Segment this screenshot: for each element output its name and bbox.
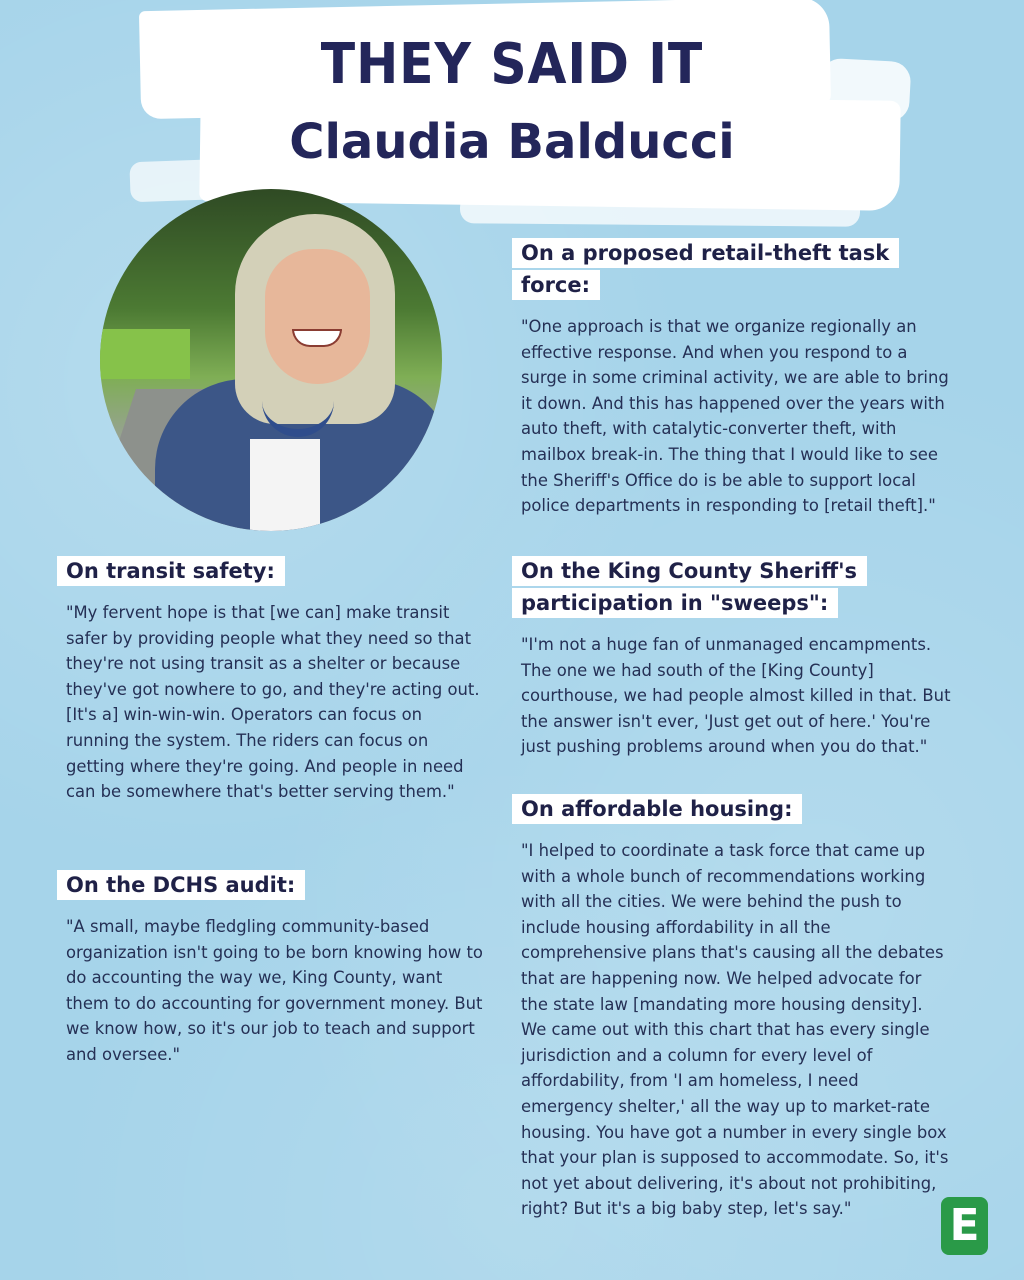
section-retail-theft: [512, 238, 952, 519]
photo-face: [265, 249, 370, 384]
section-quote: "I helped to coordinate a task force that came up with a whole bunch of recommendations working with all the cities. We were behind the push to include housing affordability in all the comprehensive plans that's causing all the debates that are happening now. We helped advocate for the state law [mandating more housing density]. We came out with this chart that has every single jurisdiction and a column for every level of affordability, from 'I am homeless, I need emergency shelter,' all the way up to market-rate housing. You have got a number in every single box that your plan is supposed to accommodate. So, it's not yet about delivering, it's about not prohibiting, right? But it's a big baby step, let's say.": [521, 841, 949, 1219]
section-heading: On a proposed retail-theft task force:: [512, 238, 899, 300]
brush-stroke-splatter-bottom: [460, 193, 860, 226]
section-dchs-audit: [57, 870, 487, 1068]
section-heading: On affordable housing:: [512, 794, 802, 824]
section-heading: On the King County Sheriff's participation in "sweeps":: [512, 556, 867, 618]
section-quote: "A small, maybe fledgling community-based organization isn't going to be born knowing how to do accounting the way we, King County, want them to do accounting for government money. But we know how, so it's our job to teach and support and oversee.": [66, 917, 483, 1064]
section-quote: "I'm not a huge fan of unmanaged encampments. The one we had south of the [King County] courthouse, we had people almost killed in that. But the answer isn't ever, 'Just get out of here.' You're just pushing problems around when you do that.": [521, 635, 951, 757]
section-transit-safety: [57, 556, 487, 805]
subject-name: Claudia Balducci: [289, 114, 735, 170]
section-quote: "My fervent hope is that [we can] make transit safer by providing people what they need so that they're not using transit as a shelter or because they've got nowhere to go, and they're acting out. [It's a] win-win-win. Operators can focus on running the system. The riders can focus on getting where they're going. And people in need can be somewhere that's better serving them.": [66, 603, 480, 802]
section-heading: On transit safety:: [57, 556, 285, 586]
publication-logo-icon: E: [941, 1197, 988, 1255]
page-title: THEY SAID IT: [320, 32, 704, 97]
section-affordable-housing: [512, 794, 952, 1222]
section-quote: "One approach is that we organize regionally an effective response. And when you respond to a surge in some criminal activity, we are able to bring it down. And this has happened over the years with auto theft, with catalytic-converter theft, with mailbox break-in. The thing that I would like to see the Sheriff's Office do is be able to support local police departments in responding to [retail theft].": [521, 317, 949, 516]
portrait-photo: [100, 189, 442, 531]
photo-shirt: [250, 439, 320, 531]
photo-grass: [100, 329, 190, 379]
section-sheriff-sweeps: [512, 556, 952, 760]
section-heading: On the DCHS audit:: [57, 870, 305, 900]
